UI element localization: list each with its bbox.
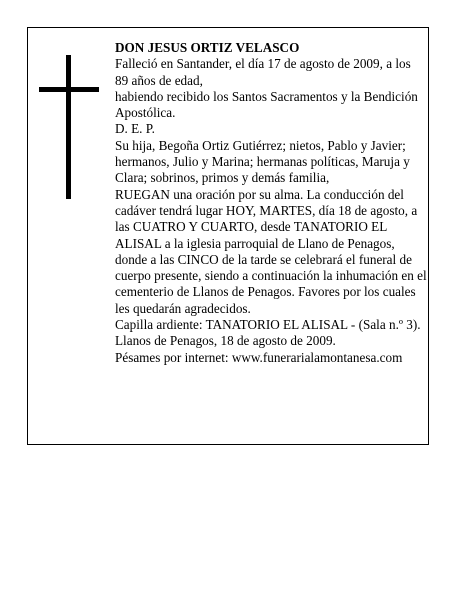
condolences-info: Pésames por internet: www.funerarialamontanesa.com <box>115 349 403 365</box>
cross-horizontal-bar <box>39 87 99 92</box>
deceased-name: DON JESUS ORTIZ VELASCO <box>115 40 300 55</box>
cross-icon <box>39 55 99 199</box>
rip-line: D. E. P. <box>115 121 155 137</box>
place-date: Llanos de Penagos, 18 de agosto de 2009. <box>115 333 336 349</box>
cross-vertical-bar <box>66 55 71 199</box>
sacraments-notice: habiendo recibido los Santos Sacramentos y la Bendición Apostólica. <box>115 88 418 121</box>
chapel-info: Capilla ardiente: TANATORIO EL ALISAL - (Sala n.º 3). <box>115 317 421 333</box>
funeral-details: RUEGAN una oración por su alma. La conducción del cadáver tendrá lugar HOY, MARTES, día 18 de agosto, a las CUATRO Y CUARTO, desde TANATORIO EL ALISAL a la iglesia parroquial de Llano de Penagos, donde a las CINCO de la tarde se celebrará el funeral de cuerpo presente, siendo a continuación la inhumación en el cementerio de Llanos de Penagos. Favores por los cuales les quedarán agradecidos. <box>115 186 427 316</box>
obituary-text <box>115 40 427 366</box>
family-list: Su hija, Begoña Ortiz Gutiérrez; nietos, Pablo y Javier; hermanos, Julio y Marina; hermanas políticas, Maruja y Clara; sobrinos, primos y demás familia, <box>115 137 410 186</box>
death-notice: Falleció en Santander, el día 17 de agosto de 2009, a los 89 años de edad, <box>115 56 411 88</box>
obituary-frame <box>27 27 429 445</box>
